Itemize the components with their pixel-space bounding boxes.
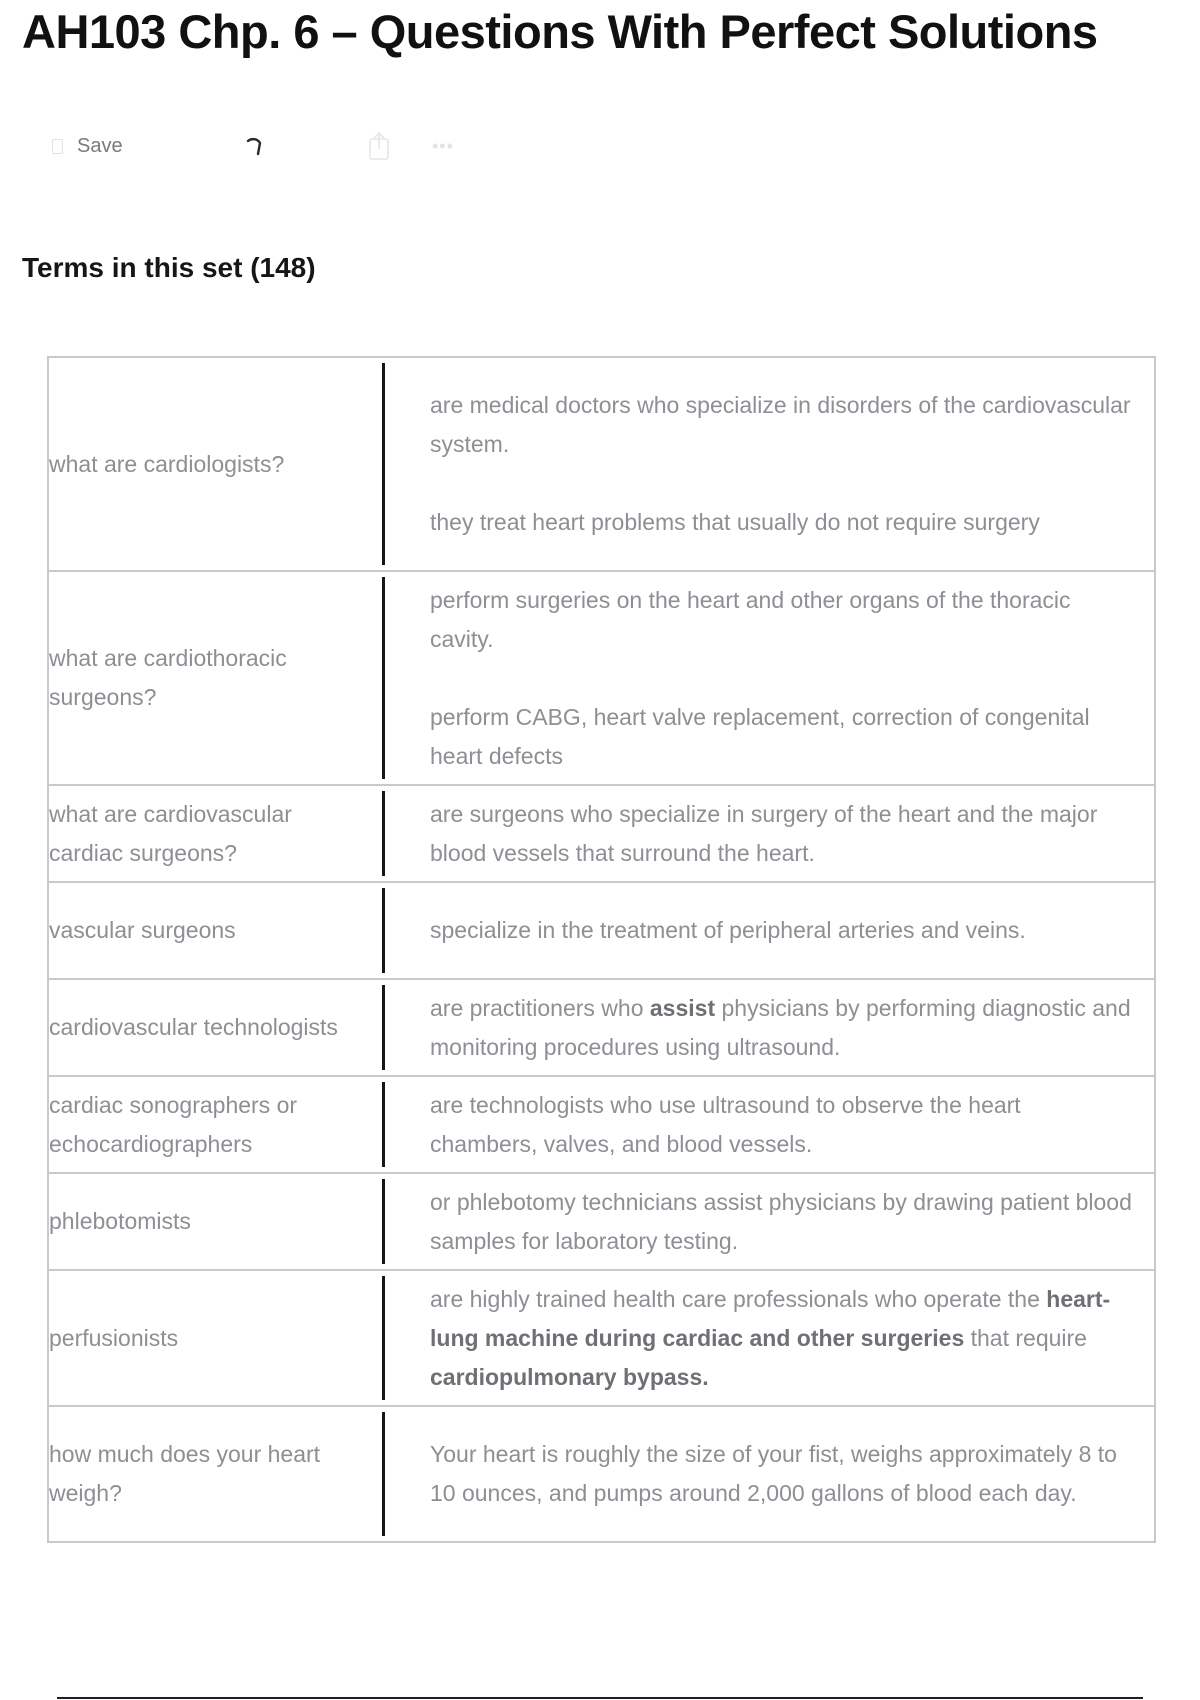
more-button[interactable]	[432, 128, 454, 164]
term-text: perfusionists	[49, 1324, 179, 1351]
definition-line	[430, 989, 1134, 1067]
definition-line: perform surgeries on the heart and other organs of the thoracic cavity.	[430, 586, 1071, 652]
definition-line: specialize in the treatment of peripheral arteries and veins.	[430, 917, 1026, 943]
definition-segment: are practitioners who	[430, 994, 650, 1021]
definition-line	[430, 1280, 1134, 1397]
share-button[interactable]	[364, 128, 394, 164]
definition-bold-segment: heart-lung machine during cardiac and other surgeries	[430, 1285, 1111, 1351]
term-cell	[48, 785, 382, 882]
definition-cell	[430, 979, 1155, 1076]
definition-line: they treat heart problems that usually do not require surgery	[430, 509, 1040, 535]
divider-bar	[382, 985, 385, 1070]
definition-text	[430, 1179, 1154, 1265]
definition-text	[430, 1276, 1154, 1401]
row-divider	[382, 1270, 430, 1406]
term-text: what are cardiothoracic surgeons?	[49, 645, 287, 710]
bottom-divider	[57, 1697, 1143, 1699]
divider-bar	[382, 363, 385, 565]
terms-table	[47, 356, 1156, 1543]
term-cell	[48, 571, 382, 785]
row-divider	[382, 785, 430, 882]
definition-cell	[430, 1270, 1155, 1406]
share-icon	[364, 130, 394, 162]
definition-text	[430, 907, 1154, 954]
row-divider	[382, 357, 430, 571]
definition-bold-segment: assist	[649, 994, 716, 1021]
divider-bar	[382, 577, 385, 779]
row-divider	[382, 979, 430, 1076]
refresh-button[interactable]	[242, 128, 268, 164]
definition-line: perform CABG, heart valve replacement, correction of congenital heart defects	[430, 703, 1090, 769]
term-text: what are cardiovascular cardiac surgeons?	[49, 800, 292, 866]
divider-bar	[382, 1412, 385, 1536]
save-button[interactable]	[52, 128, 123, 164]
definition-cell	[430, 571, 1155, 785]
term-text: how much does your heart weigh?	[49, 1441, 321, 1506]
term-row	[48, 1173, 1155, 1270]
term-row	[48, 1270, 1155, 1406]
toolbar	[52, 128, 532, 164]
terms-count-heading: Terms in this set (148)	[22, 252, 316, 283]
page-title: AH103 Chp. 6 – Questions With Perfect Solutions	[22, 5, 1098, 58]
term-row	[48, 785, 1155, 882]
definition-cell	[430, 357, 1155, 571]
definition-line: Your heart is roughly the size of your fist, weighs approximately 8 to 10 ounces, and pumps around 2,000 gallons of blood each day.	[430, 1441, 1117, 1506]
term-text: phlebotomists	[49, 1208, 191, 1234]
definition-text	[430, 1082, 1154, 1168]
row-divider	[382, 882, 430, 979]
definition-bold-segment: cardiopulmonary bypass.	[430, 1363, 709, 1390]
more-icon: •••	[432, 135, 454, 156]
term-row	[48, 882, 1155, 979]
row-divider	[382, 1406, 430, 1542]
divider-bar	[382, 888, 385, 973]
definition-cell	[430, 1173, 1155, 1270]
definition-text	[430, 791, 1154, 877]
term-cell	[48, 357, 382, 571]
row-divider	[382, 1076, 430, 1173]
term-row	[48, 1406, 1155, 1542]
row-divider	[382, 571, 430, 785]
term-row	[48, 357, 1155, 571]
divider-bar	[382, 1179, 385, 1264]
definition-line: are technologists who use ultrasound to observe the heart chambers, valves, and blood vessels.	[430, 1091, 1021, 1157]
divider-bar	[382, 1276, 385, 1400]
divider-bar	[382, 1082, 385, 1167]
term-cell	[48, 1406, 382, 1542]
refresh-icon	[242, 133, 268, 159]
definition-cell	[430, 882, 1155, 979]
save-label: Save	[77, 134, 123, 157]
bookmark-icon	[52, 139, 63, 154]
term-cell	[48, 1076, 382, 1173]
definition-segment: are highly trained health care professionals who operate the	[430, 1285, 1047, 1312]
divider-bar	[382, 791, 385, 876]
term-cell	[48, 1173, 382, 1270]
term-row	[48, 1076, 1155, 1173]
definition-text	[430, 382, 1154, 546]
definition-text	[430, 985, 1154, 1071]
definition-cell	[430, 1406, 1155, 1542]
definition-segment: physicians by performing diagnostic and monitoring procedures using ultrasound.	[430, 994, 1131, 1060]
term-cell	[48, 1270, 382, 1406]
term-row	[48, 979, 1155, 1076]
definition-cell	[430, 1076, 1155, 1173]
definition-line: are surgeons who specialize in surgery of the heart and the major blood vessels that surround the heart.	[430, 800, 1098, 866]
row-divider	[382, 1173, 430, 1270]
term-text: cardiac sonographers or echocardiographers	[49, 1091, 298, 1157]
term-text: vascular surgeons	[49, 917, 236, 943]
definition-text	[430, 577, 1154, 780]
definition-cell	[430, 785, 1155, 882]
term-row	[48, 571, 1155, 785]
definition-line: are medical doctors who specialize in disorders of the cardiovascular system.	[430, 392, 1131, 457]
definition-text	[430, 1431, 1154, 1517]
term-text: cardiovascular technologists	[49, 1014, 338, 1040]
definition-segment: that require	[964, 1324, 1087, 1351]
definition-line: or phlebotomy technicians assist physicians by drawing patient blood samples for laboratory testing.	[430, 1188, 1132, 1254]
term-text: what are cardiologists?	[49, 450, 285, 477]
term-cell	[48, 882, 382, 979]
term-cell	[48, 979, 382, 1076]
